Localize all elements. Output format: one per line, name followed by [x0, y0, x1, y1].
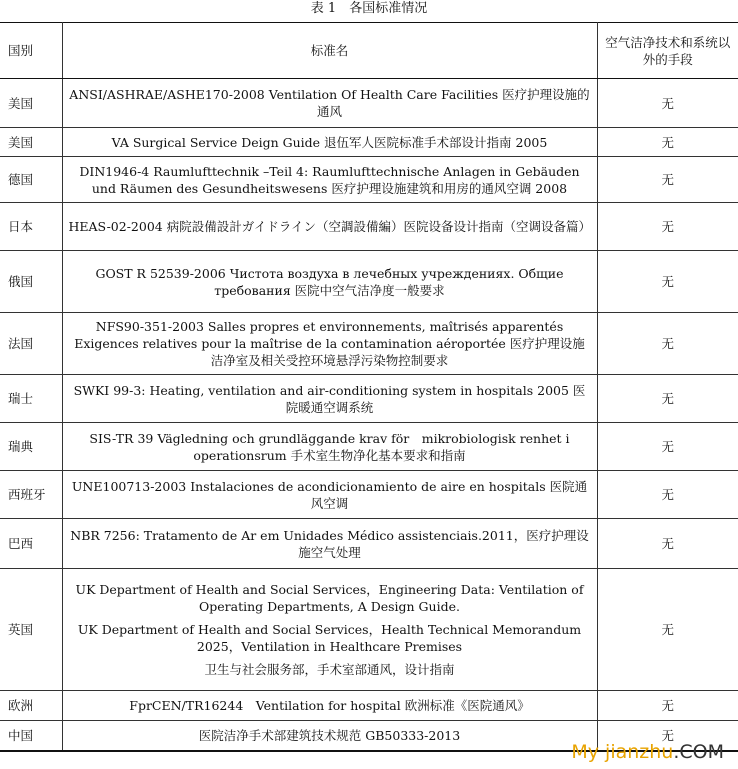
cell-standard-name: [62, 157, 597, 203]
standard-text: SIS-TR 39 Vägledning och grundläggande krav för mikrobiologisk renhet i operationsrum 手术室生物净化基本要求和指南: [89, 430, 570, 463]
table-row: [0, 423, 738, 471]
standard-text: HEAS-02-2004 病院設備設計ガイドライン（空調設備編）医院设备设计指南（空调设备篇）: [68, 219, 591, 234]
cell-country: 中国: [0, 721, 62, 751]
cell-standard-name: [62, 519, 597, 569]
standard-text: VA Surgical Service Deign Guide 退伍军人医院标准手术部设计指南 2005: [111, 134, 548, 150]
cell-other-means: 无: [597, 471, 738, 519]
standard-text: GOST R 52539-2006 Чистота воздуха в лечебных учреждениях. Общие требования 医院中空气洁净度一般要求: [95, 265, 564, 298]
table-row: [0, 203, 738, 251]
table-row: [0, 471, 738, 519]
cell-standard-name: [62, 423, 597, 471]
watermark-part-1: My: [571, 741, 599, 763]
table-body: [0, 79, 738, 751]
cell-other-means: 无: [597, 423, 738, 471]
header-country: 国别: [0, 23, 62, 79]
table-row: [0, 251, 738, 313]
table-header-row: [0, 23, 738, 79]
cell-country: 英国: [0, 569, 62, 691]
cell-other-means: 无: [597, 128, 738, 157]
cell-country: 瑞士: [0, 375, 62, 423]
standard-text: UNE100713-2003 Instalaciones de acondicionamiento de aire en hospitals 医院通风空调: [71, 478, 588, 511]
cell-other-means: 无: [597, 157, 738, 203]
standard-text: NBR 7256: Tratamento de Ar em Unidades Médico assistenciais.2011，医疗护理设施空气处理: [70, 527, 589, 560]
cell-country: 德国: [0, 157, 62, 203]
header-other-means: 空气洁净技术和系统以外的手段: [597, 23, 738, 79]
table-row: [0, 375, 738, 423]
header-standard: 标准名: [62, 23, 597, 79]
standard-text: 卫生与社会服务部，手术室部通风，设计指南: [204, 662, 455, 677]
cell-standard-name: [62, 721, 597, 751]
table-row: [0, 79, 738, 128]
cell-standard-name: [62, 128, 597, 157]
table-row: [0, 313, 738, 375]
standard-text: UK Department of Health and Social Services，Health Technical Memorandum 2025，Ventilation in Healthcare Premises: [77, 622, 582, 654]
watermark-part-2: jianzhu: [599, 741, 674, 763]
cell-standard-name: [62, 471, 597, 519]
cell-country: 巴西: [0, 519, 62, 569]
table-row: [0, 519, 738, 569]
standard-text: SWKI 99-3: Heating, ventilation and air-conditioning system in hospitals 2005 医院暖通空调系统: [73, 382, 586, 415]
cell-other-means: 无: [597, 79, 738, 128]
cell-country: 日本: [0, 203, 62, 251]
cell-other-means: 无: [597, 203, 738, 251]
cell-other-means: 无: [597, 251, 738, 313]
cell-other-means: 无: [597, 691, 738, 721]
cell-other-means: 无: [597, 721, 738, 751]
table-caption: 表 1 各国标准情况: [310, 1, 428, 16]
cell-standard-name: [62, 375, 597, 423]
cell-other-means: 无: [597, 375, 738, 423]
cell-standard-name: [62, 691, 597, 721]
standard-text: NFS90-351-2003 Salles propres et environnements, maîtrisés apparentés Exigences relatives pour la maîtrise de la contamination aéroportée 医疗护理设施洁净室及相关受控环境悬浮污染物控制要求: [74, 319, 585, 368]
table-row: [0, 128, 738, 157]
cell-country: 西班牙: [0, 471, 62, 519]
watermark-part-3: .COM: [673, 741, 724, 763]
standards-table: [0, 22, 738, 752]
cell-standard-name: [62, 251, 597, 313]
table-row: [0, 691, 738, 721]
cell-other-means: 无: [597, 313, 738, 375]
cell-country: 欧洲: [0, 691, 62, 721]
standard-text: UK Department of Health and Social Services，Engineering Data: Ventilation of Operating Departments, A Design Guide.: [75, 582, 584, 614]
table-row: [0, 157, 738, 203]
cell-country: 美国: [0, 128, 62, 157]
standard-text: DIN1946-4 Raumlufttechnik –Teil 4: Raumlufttechnische Anlagen in Gebäuden und Räumen des Gesundheitswesens 医疗护理设施建筑和用房的通风空调 2008: [79, 163, 580, 196]
cell-standard-name: [62, 313, 597, 375]
standard-text: 医院洁净手术部建筑技术规范 GB50333-2013: [198, 727, 461, 743]
cell-country: 俄国: [0, 251, 62, 313]
cell-standard-name: [62, 569, 597, 691]
standard-text: ANSI/ASHRAE/ASHE170-2008 Ventilation Of Health Care Facilities 医疗护理设施的通风: [69, 87, 590, 119]
cell-country: 美国: [0, 79, 62, 128]
watermark-logo: [571, 741, 724, 763]
table-row: [0, 569, 738, 691]
cell-country: 瑞典: [0, 423, 62, 471]
cell-standard-name: [62, 203, 597, 251]
cell-other-means: 无: [597, 569, 738, 691]
cell-country: 法国: [0, 313, 62, 375]
cell-other-means: 无: [597, 519, 738, 569]
cell-standard-name: [62, 79, 597, 128]
standard-text: FprCEN/TR16244 Ventilation for hospital 欧洲标准《医院通风》: [129, 698, 530, 713]
